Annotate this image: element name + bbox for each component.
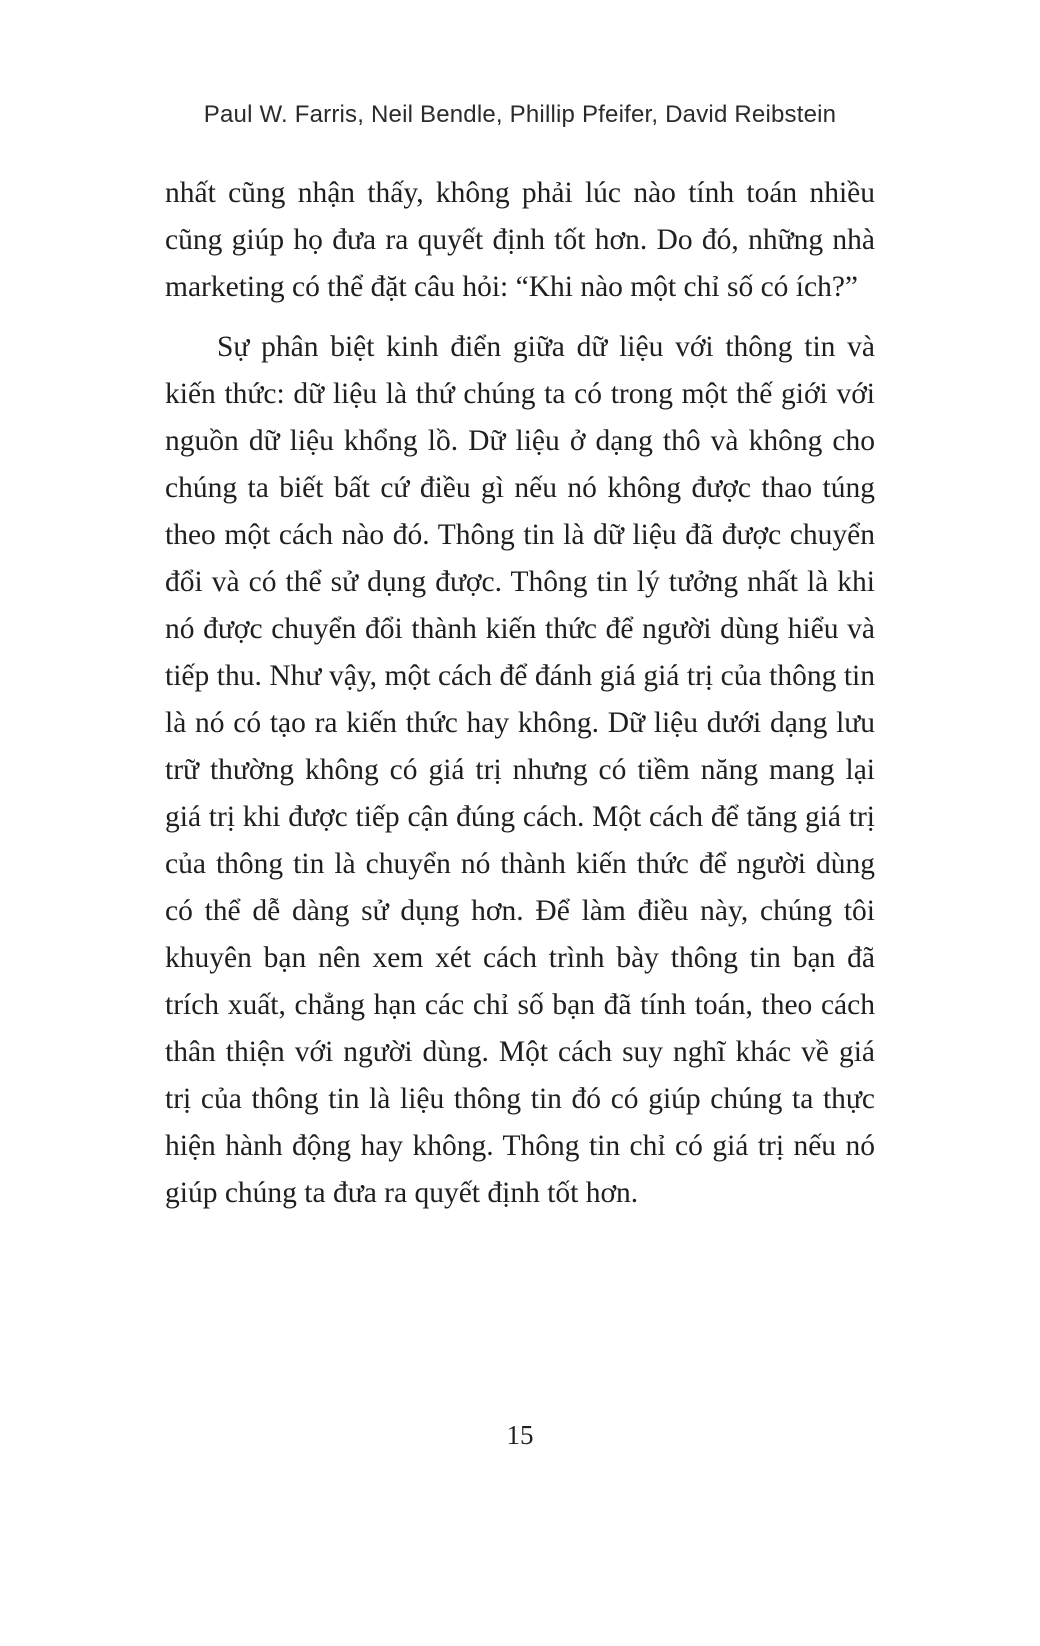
- body-paragraph: nhất cũng nhận thấy, không phải lúc nào tính toán nhiều cũng giúp họ đưa ra quyết định tốt hơn. Do đó, những nhà marketing có thể đặt câu hỏi: “Khi nào một chỉ số có ích?”: [165, 177, 875, 303]
- authors-header: Paul W. Farris, Neil Bendle, Phillip Pfeifer, David Reibstein: [203, 101, 837, 128]
- page-number: 15: [506, 1420, 534, 1450]
- body-paragraph: Sự phân biệt kinh điển giữa dữ liệu với thông tin và kiến thức: dữ liệu là thứ chúng ta có trong một thế giới với nguồn dữ liệu khổng lồ. Dữ liệu ở dạng thô và không cho chúng ta biết bất cứ điều gì nếu nó không được thao túng theo một cách nào đó. Thông tin là dữ liệu đã được chuyển đổi và có thể sử dụng được. Thông tin lý tưởng nhất là khi nó được chuyển đổi thành kiến thức để người dùng hiểu và tiếp thu. Như vậy, một cách để đánh giá giá trị của thông tin là nó có tạo ra kiến thức hay không. Dữ liệu dưới dạng lưu trữ thường không có giá trị nhưng có tiềm năng mang lại giá trị khi được tiếp cận đúng cách. Một cách để tăng giá trị của thông tin là chuyển nó thành kiến thức để người dùng có thể dễ dàng sử dụng hơn. Để làm điều này, chúng tôi khuyên bạn nên xem xét cách trình bày thông tin bạn đã trích xuất, chẳng hạn các chỉ số bạn đã tính toán, theo cách thân thiện với người dùng. Một cách suy nghĩ khác về giá trị của thông tin là liệu thông tin đó có giúp chúng ta thực hiện hành động hay không. Thông tin chỉ có giá trị nếu nó giúp chúng ta đưa ra quyết định tốt hơn.: [165, 331, 875, 1209]
- page-body: [165, 170, 875, 1217]
